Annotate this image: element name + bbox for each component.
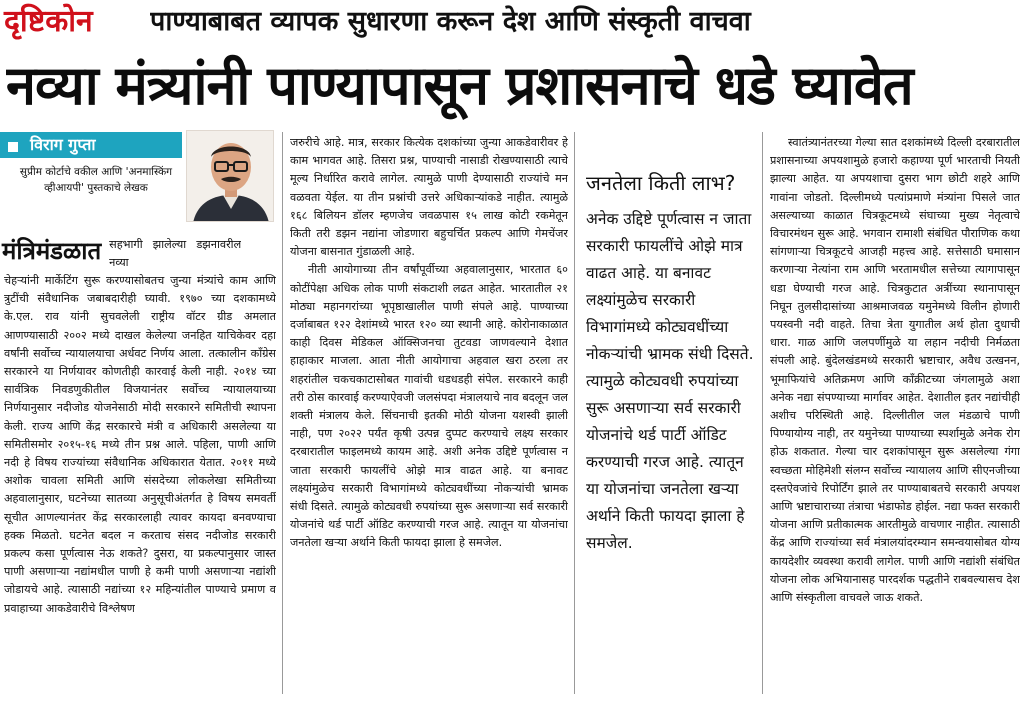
author-photo <box>186 130 274 222</box>
header-bar <box>0 0 1024 44</box>
lead-rest: सहभागी झालेल्या डझनावरील नव्या <box>109 238 242 269</box>
pull-quote-text: अनेक उद्दिष्टे पूर्णत्वास न जाता सरकारी फायलींचे ओझे मात्र वाढत आहे. या बनावट लक्ष्यांमुळेच सरकारी विभागांमध्ये कोट्यवधींच्या नोकऱ्यांची भ्रामक संधी दिसते. त्यामुळे कोट्यवधी रुपयांच्या सुरू असणाऱ्या सर्व सरकारी योजनांचे थर्ड पार्टी ऑडिट करण्याची गरज आहे. त्यातून या योजनांचा जनतेला खऱ्या अर्थाने किती फायदा झाला हे समजेल. <box>586 210 754 552</box>
article-column-2 <box>290 134 568 694</box>
lead-line <box>2 236 278 272</box>
paragraph: स्वातंत्र्यानंतरच्या गेल्या सात दशकांमध्ये दिल्ली दरबारातील प्रशासनाच्या अपयशामुळे हजारो कहाण्या पूर्ण भारताची नियती झाल्या आहेत. या अपयशाचा दुसरा भाग छोटी शहरे आणि गावांना जोडतो. दिल्लीमध्ये पत्यांप्रमाणे मंत्र्यांना पिसले जात असल्याच्या काळात चित्रकूटमध्ये संघाच्या मुख्य नेतृत्वाचे विचारमंथन सुरू आहे. भगवान रामाशी संबंधित पौराणिक कथा सांगणाऱ्या चित्रकूटचे आजही महत्त्व आहे. सत्तेसाठी घमासान करणाऱ्या नेत्यांना राम आणि भरतामधील सत्तेच्या त्यागापासून धडा घेण्याची गरज आहे. चित्रकुटात अत्रींच्या स्थानापासून निघून तुलसीदासांच्या आश्रमाजवळ यमुनेमध्ये विलीन होणारी पयस्वनी नदी वाहते. तिचा त्रेता युगातील अर्थ होता दुधाची धारा. गाळ आणि जलपर्णीमुळे या लहान नदीची निर्मळता संपली आहे. बुंदेलखंडमध्ये सरकारी भ्रष्टाचार, अवैध उत्खनन, भूमाफियांचे अतिक्रमण आणि काँक्रीटच्या जंगलामुळे अशा अनेक नद्या संपण्याच्या मार्गावर आहेत. देशातील इतर नद्यांचीही अशीच परिस्थिती आहे. दिल्लीतील जल मंडळाचे पाणी पिण्यायोग्य नाही, तर यमुनेच्या पाण्याच्या स्पर्शामुळे अनेक रोग होऊ शकतात. गेल्या चार दशकांपासून सुरू असलेल्या गंगा स्वच्छता मोहिमेशी संलग्न सर्वोच्च न्यायालय आणि सीएनजीच्या दस्तऐवजांचे रिपोर्टिंग झाले तर पाण्याबाबतचे सरकारी अपयश आणि भ्रष्टाचाराच्या तंत्राचा भंडाफोड होईल. नद्या फक्त सरकारी योजना आणि प्रतीकात्मक आरतीमुळे वाचणार नाहीत. त्यासाठी केंद्र आणि राज्यांच्या सर्व मंत्रालयांदरम्यान समन्वयासोबत योग्य कायदेशीर व्यवस्था करावी लागेल. पाणी आणि नद्यांशी संबंधित योजना लोक अभियानासह पारदर्शक पद्धतीने राबवल्यासच देश आणि संस्कृतीला वाचवले जाऊ शकते. <box>770 136 1020 605</box>
article-column-1 <box>4 272 276 692</box>
headline: नव्या मंत्र्यांनी पाण्यापासून प्रशासनाचे धडे घ्यावेत <box>6 54 913 117</box>
column-rule <box>282 132 283 694</box>
paragraph: नीती आयोगाच्या तीन वर्षांपूर्वीच्या अहवालानुसार, भारतात ६० कोटींपेक्षा अधिक लोक पाणी संकटाशी लढत आहेत. भारतातील २१ मोठ्या महानगरांच्या भूपृष्ठाखालील पाणी संपले आहे. पाण्याच्या दर्जाबाबत १२२ देशांमध्ये भारत १२० व्या स्थानी आहे. कोरोनाकाळात काही दिवस मेडिकल ऑक्सिजनचा तुटवडा जाणवल्याने देशात हाहाकार माजला. आता नीती आयोगाचा अहवाल खरा ठरला तर शहरांतील चकचकाटासोबत गावांची धडधडही संपेल. सरकारने काही तरी ठोस कारवाई करण्याऐवजी जलसंपदा मंत्रालयाचे नाव बदलून जल शक्ती मंत्रालय केले. सिंचनाची इतकी मोठी योजना यशस्वी झाली नाही, पण २०२२ पर्यंत कृषी उत्पन्न दुप्पट करण्याचे लक्ष्य सरकार दरबारातील फाइलमध्ये कायम आहे. अशी अनेक उद्दिष्टे पूर्णत्वास न जाता सरकारी फायलींचे ओझे मात्र वाढत आहे. या बनावट लक्ष्यांमुळेच सरकारी विभागांमध्ये कोट्यवधींच्या नोकऱ्यांची भ्रामक संधी दिसते. त्यामुळे कोट्यवधी रुपयांच्या सुरू असणाऱ्या सर्व सरकारी योजनांचे थर्ड पार्टी ऑडिट करण्याची गरज आहे. त्यातून या योजनांचा जनतेला खऱ्या अर्थाने किती फायदा झाला हे समजेल. <box>290 263 568 550</box>
author-portrait-icon <box>187 131 274 222</box>
author-box <box>0 130 278 220</box>
author-description: सुप्रीम कोर्टाचे वकील आणि 'अनमास्किंग व्हीआयपी' पुस्तकाचे लेखक <box>19 166 173 194</box>
author-name-bar <box>0 132 182 158</box>
column-rule <box>574 132 575 694</box>
column-rule <box>762 132 763 694</box>
pull-quote <box>586 168 754 688</box>
pull-quote-title: जनतेला किती लाभ? <box>586 171 736 195</box>
article-column-4 <box>770 134 1020 694</box>
bullet-icon <box>8 142 18 152</box>
section-label: दृष्टिकोन <box>4 4 93 39</box>
paragraph: जरुरीचे आहे. मात्र, सरकार कित्येक दशकांच्या जुन्या आकडेवारीवर हे काम भागवत आहे. तिसरा प्रश्न, पाण्याची नासाडी रोखण्यासाठी त्याचे मूल्य निर्धारित करावे लागेल. त्यामुळे पाणी देण्यासाठी राज्यांचे मन वळवता येईल. या तीन प्रश्नांची उत्तरे अधिकाऱ्यांकडे नाहीत. त्यामुळे १६८ बिलियन डॉलर म्हणजेच जवळपास १५ लाख कोटी रकमेतून किती तरी डझन नद्यांना जोडणारा बहुचर्चित प्रकल्प आणि गेमचेंजर योजना बासनात गुंडाळली आहे. <box>290 136 568 259</box>
lead-word: मंत्रिमंडळात <box>2 237 102 265</box>
author-name: विराग गुप्ता <box>30 135 96 154</box>
paragraph: चेहऱ्यांनी मार्केटिंग सुरू करण्यासोबतच जुन्या मंत्र्यांचे काम आणि त्रुटींची संवैधानिक जबाबदारीही घ्यावी. १९७० च्या दशकामध्ये के.एल. राव यांनी सुचवलेली राष्ट्रीय वॉटर ग्रीड अमलात आणण्यासाठी २००२ मध्ये दाखल केलेल्या जनहित याचिकेवर दहा वर्षांनी सर्वोच्च न्यायालयाचा अर्धवट निर्णय आला. तत्कालीन काँग्रेस सरकारने या निर्णयावर कोणतीही कारवाई केली नाही. २०१४ च्या सार्वत्रिक निवडणुकीतील विजयानंतर सर्वोच्च न्यायालयाच्या निर्णयानुसार नदीजोड योजनेसाठी मोदी सरकारने समितीची स्थापना केली. राज्य आणि केंद्र सरकारचे मंत्री व अधिकारी असलेल्या या समितीसमोर २०१५-१६ मध्ये तीन प्रश्न आले. पहिला, पाणी आणि नदी हे विषय राज्यांच्या संवैधानिक अधिकारात येतात. २०११ मध्ये अशोक चावला समिती आणि संसदेच्या लोकलेखा समितीच्या अहवालानुसार, घटनेच्या सातव्या अनुसूचीअंतर्गत हे विषय समवर्ती सूचीत आणल्यानंतर केंद्र सरकारलाही त्यावर कायदा बनवण्याचा हक्क मिळतो. घटनेत बदल न करताच संसद नदीजोड सरकारी प्रकल्प कसा पूर्णत्वास नेऊ शकते? दुसरा, या प्रकल्पानुसार जास्त पाणी असणाऱ्या नद्यांमधील पाणी हे कमी पाणी असणाऱ्या नद्यांशी जोडायचे आहे. त्यासाठी नद्यांच्या १२ महिन्यांतील पाण्याचे प्रमाण व प्रवाहाच्या आकडेवारीचे विश्लेषण <box>4 274 276 615</box>
kicker-line: पाण्याबाबत व्यापक सुधारणा करून देश आणि संस्कृती वाचवा <box>150 6 751 37</box>
